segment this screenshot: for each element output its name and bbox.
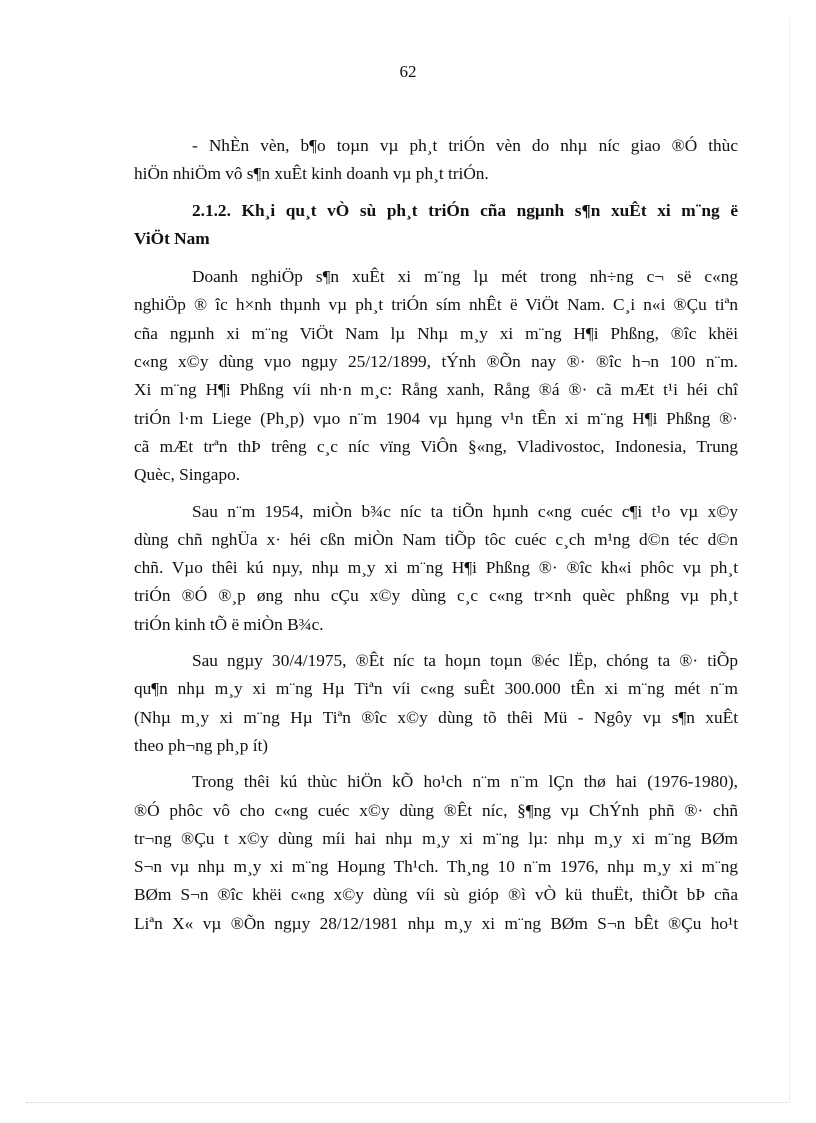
heading-line: ViÖt Nam: [134, 228, 210, 248]
paragraph-history: [134, 263, 738, 489]
paragraph-line: (Nhµ m¸y xi m¨ng Hµ Tiªn ®îc x©y dùng tõ thêi Mü - Ngôy vµ s¶n xuÊt: [134, 707, 738, 727]
paragraph-line: triÓn ®Ó ®¸p øng nhu cÇu x©y dùng c¸c c«ng tr×nh quèc phßng vµ ph¸t: [134, 586, 738, 606]
paragraph-line: S¬n vµ nhµ m¸y xi m¨ng Hoµng Th¹ch. Th¸ng 10 n¨m 1976, nhµ m¸y xi m¨ng: [134, 857, 738, 877]
paragraph-line: BØm S¬n ®îc khëi c«ng x©y dùng víi sù gióp ®ì vÒ kü thuËt, thiÕt bÞ cña: [134, 885, 738, 905]
page-border-bottom: [26, 1102, 790, 1103]
paragraph-line: Xi m¨ng H¶i Phßng víi nh·n m¸c: Rång xanh, Rång ®á ®· cã mÆt t¹i héi chî: [134, 380, 738, 400]
paragraph-line: Trong thêi kú thùc hiÖn kÕ ho¹ch n¨m n¨m lÇn thø hai (1976-1980),: [192, 772, 738, 792]
paragraph-line: Doanh nghiÖp s¶n xuÊt xi m¨ng lµ mét trong nh÷ng c¬ së c«ng: [192, 267, 738, 287]
paragraph-line: triÓn l·m Liege (Ph¸p) vµo n¨m 1904 vµ hµng v¹n tÊn xi m¨ng H¶i Phßng ®·: [134, 408, 738, 428]
paragraph-line: Sau n¨m 1954, miÒn b¾c níc ta tiÕn hµnh c«ng cuéc c¶i t¹o vµ x©y: [192, 501, 738, 521]
paragraph-line: tr¬ng ®Çu t x©y dùng míi hai nhµ m¸y xi m¨ng lµ: nhµ m¸y xi m¨ng BØm: [134, 828, 738, 848]
paragraph-line: c«ng x©y dùng vµo ngµy 25/12/1899, tÝnh ®Õn nay ®· ®îc h¬n 100 n¨m.: [134, 352, 738, 372]
paragraph-line: theo ph¬ng ph¸p ít): [134, 735, 269, 755]
paragraph-1976: [134, 768, 738, 938]
paragraph-line: dùng chñ nghÜa x· héi cßn miÒn Nam tiÕp tôc cuéc c¸ch m¹ng d©n téc d©n: [134, 529, 738, 549]
heading-line: 2.1.2. Kh¸i qu¸t vÒ sù ph¸t triÓn cña ngµnh s¶n xuÊt xi m¨ng ë: [192, 200, 738, 220]
paragraph-line: nghiÖp ® îc h×nh thµnh vµ ph¸t triÓn sím nhÊt ë ViÖt Nam. C¸i n«i ®Çu tiªn: [134, 295, 738, 315]
paragraph-line: qu¶n nhµ m¸y xi m¨ng Hµ Tiªn víi c«ng suÊt 300.000 tÊn xi m¨ng mét n¨m: [134, 679, 738, 699]
paragraph-line: Quèc, Singapo.: [134, 465, 241, 485]
paragraph-line: cña ngµnh xi m¨ng ViÖt Nam lµ Nhµ m¸y xi m¨ng H¶i Phßng, ®îc khëi: [134, 323, 738, 343]
page-content: [134, 132, 738, 946]
paragraph-intro: [134, 132, 738, 189]
paragraph-1954: [134, 498, 738, 639]
paragraph-line: chñ. Vµo thêi kú nµy, nhµ m¸y xi m¨ng H¶i Phßng ®· ®îc kh«i phôc vµ ph¸t: [134, 558, 738, 578]
paragraph-line: hiÖn nhiÖm vô s¶n xuÊt kinh doanh vµ ph¸t triÓn.: [134, 164, 489, 184]
paragraph-line: Liªn X« vµ ®Õn ngµy 28/12/1981 nhµ m¸y xi m¨ng BØm S¬n bÊt ®Çu ho¹t: [134, 913, 738, 933]
paragraph-line: - NhÈn vèn, b¶o toµn vµ ph¸t triÓn vèn do nhµ níc giao ®Ó thùc: [192, 136, 738, 155]
section-heading: [134, 197, 738, 254]
paragraph-line: triÓn kinh tÕ ë miÒn B¾c.: [134, 614, 324, 634]
page-border-right: [789, 20, 790, 1103]
paragraph-line: ®Ó phôc vô cho c«ng cuéc x©y dùng ®Êt níc, §¶ng vµ ChÝnh phñ ®· chñ: [134, 800, 738, 820]
page-number: 62: [399, 62, 417, 81]
paragraph-line: Sau ngµy 30/4/1975, ®Êt níc ta hoµn toµn ®éc lËp, chóng ta ®· tiÕp: [192, 651, 738, 671]
paragraph-line: cã mÆt trªn thÞ trêng c¸c níc vïng ViÔn §«ng, Vladivostoc, Indonesia, Trung: [134, 436, 738, 456]
paragraph-1975: [134, 647, 738, 760]
